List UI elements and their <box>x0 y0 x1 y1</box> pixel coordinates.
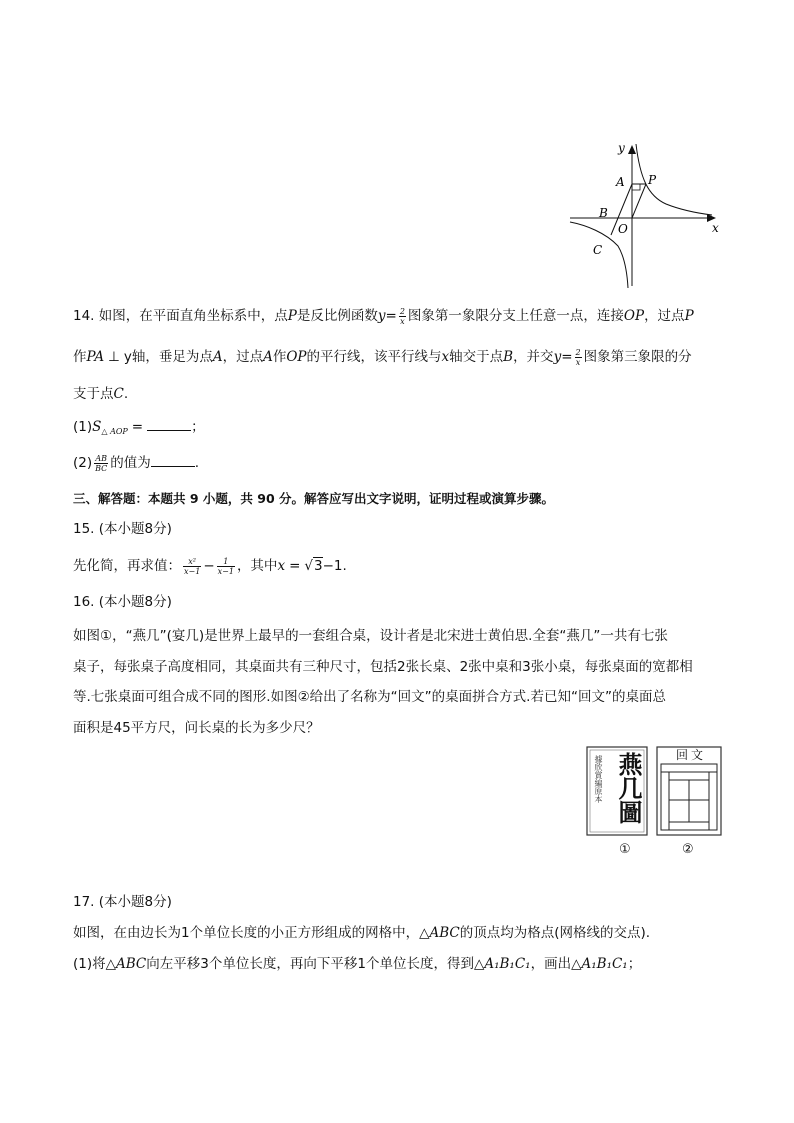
sub-number: (2) <box>73 455 93 471</box>
q14-text: 的值为 <box>110 455 151 471</box>
var-p: P <box>684 308 694 324</box>
triangle-symbol: △ <box>419 925 430 941</box>
answer-blank[interactable] <box>147 416 191 431</box>
fig1-side-text: 據欣賞編原本 <box>594 755 603 803</box>
var-abc: ABC <box>116 956 147 972</box>
fraction-x2-over-x-1 <box>183 557 201 576</box>
q16-line3: 等.七张桌面可组合成不同的图形.如图②给出了名称为“回文”的桌面拼合方式.若已知“回文”的桌面总 <box>73 689 666 705</box>
frac-den: x−1 <box>217 566 234 576</box>
q14-text: 作 <box>272 349 287 365</box>
var-a: A <box>263 349 273 365</box>
q17-text: ，画出 <box>530 956 572 972</box>
var-x: x <box>277 558 286 574</box>
q15-header: 15. (本小题8分) <box>73 521 172 537</box>
q17-text: 的顶点均为格点(网格线的交点). <box>459 925 651 941</box>
q14-sub2 <box>73 452 199 473</box>
point-c-label: C <box>593 243 603 257</box>
fig2-title: 回文 <box>676 748 707 762</box>
radicand: 3 <box>313 558 323 574</box>
frac-num: 1 <box>217 557 235 567</box>
hyperbola-figure <box>566 138 726 290</box>
q14-line3 <box>73 384 128 404</box>
point-o-label: O <box>618 222 628 236</box>
var-a: A <box>212 349 223 365</box>
fraction-2-over-x <box>399 307 406 326</box>
fig2-label: ② <box>682 842 694 857</box>
var-b: B <box>503 349 514 365</box>
q17-line2 <box>73 954 641 974</box>
frac-den: BC <box>95 463 108 473</box>
q14-line1 <box>73 306 694 326</box>
point-p-label: P <box>648 173 657 187</box>
var-s: S <box>92 419 102 435</box>
frac-den: x <box>575 357 581 367</box>
point-a-label: A <box>616 175 625 189</box>
q16-line1: 如图①，“燕几”(宴几)是世界上最早的一套组合桌，设计者是北宋进士黄伯思.全套“燕几”一共有七张 <box>73 628 668 644</box>
var-op: OP <box>286 349 307 365</box>
fraction-ab-over-bc <box>94 454 108 473</box>
point-b-label: B <box>599 206 608 220</box>
fraction-2-over-x <box>575 348 582 367</box>
frac-den: x <box>400 316 405 326</box>
equals: = <box>289 558 301 574</box>
q15-text: ，其中 <box>236 558 278 574</box>
q14-text: 轴交于点 <box>449 349 504 365</box>
frac-num: AB <box>95 453 108 463</box>
q15-text: 先化简，再求值： <box>73 558 181 574</box>
q14-text: ，过点 <box>222 349 264 365</box>
triangle-symbol: △ <box>105 956 117 972</box>
var-pa: PA <box>86 349 105 365</box>
var-op: OP <box>623 308 645 324</box>
q14-text: ，并交 <box>513 349 554 365</box>
triangle-symbol: △ <box>473 956 485 972</box>
q17-text: 如图，在由边长为1个单位长度的小正方形组成的网格中， <box>73 925 420 941</box>
q17-header: 17. (本小题8分) <box>73 894 172 910</box>
frac-den: x−1 <box>184 566 201 576</box>
q16-header: 16. (本小题8分) <box>73 594 172 610</box>
fig1-title: 燕几圖 <box>614 752 643 824</box>
var-a1b1c1: A₁B₁C₁ <box>484 956 531 972</box>
minus-sign: − <box>203 558 215 574</box>
q14-text: . <box>194 455 200 471</box>
var-c: C <box>113 386 124 402</box>
var-p: P <box>287 308 297 324</box>
q17-line1 <box>73 923 650 943</box>
var-a1b1c1: A₁B₁C₁ <box>581 956 628 972</box>
equals: = <box>131 419 144 435</box>
q14-text: 是反比例函数 <box>296 308 378 324</box>
q14-line2 <box>73 347 692 367</box>
q14-text: y轴，垂足为点 <box>123 349 213 365</box>
q14-text: 图象第三象限的分 <box>583 349 692 365</box>
q14-text: 14. 如图，在平面直角坐标系中，点 <box>73 308 288 324</box>
q15-body <box>73 556 347 576</box>
fraction-1-over-x-1 <box>217 557 235 576</box>
var-y: y <box>553 349 562 365</box>
q14-text: 作 <box>73 349 87 365</box>
q14-text: ； <box>191 419 205 435</box>
q14-text: 的平行线，该平行线与 <box>306 349 442 365</box>
frac-num: 2 <box>399 306 405 316</box>
q14-text: 图象第一象限分支上任意一点，连接 <box>407 308 624 324</box>
var-abc: ABC <box>429 925 460 941</box>
q14-sub1 <box>73 416 205 442</box>
q17-text: (1)将 <box>73 956 106 972</box>
q15-text: −1. <box>322 558 347 574</box>
var-y: y <box>377 308 386 324</box>
var-x: x <box>441 349 450 365</box>
perp-symbol: ⊥ <box>108 349 120 365</box>
q14-text: . <box>123 386 129 402</box>
sub-number: (1) <box>73 419 93 435</box>
q16-line2: 桌子，每张桌子高度相同，其桌面共有三种尺寸，包括2张长桌、2张中桌和3张小桌，每张桌面的宽都相 <box>73 659 693 675</box>
fig1-label: ① <box>619 842 631 857</box>
frac-num: 2 <box>575 347 581 357</box>
subscript: △ AOP <box>101 427 128 436</box>
y-axis-label: y <box>618 141 625 155</box>
section-heading: 三、解答题：本题共 9 小题，共 90 分。解答应写出文字说明，证明过程或演算步骤。 <box>73 491 555 506</box>
q16-line4: 面积是45平方尺，问长桌的长为多少尺？ <box>73 720 320 736</box>
x-axis-label: x <box>712 221 719 235</box>
answer-blank[interactable] <box>151 452 195 467</box>
frac-num: x² <box>183 557 201 567</box>
sqrt-symbol: √ <box>304 558 313 574</box>
equals: = <box>385 308 397 324</box>
equals: = <box>561 349 573 365</box>
q14-text: ，过点 <box>644 308 685 324</box>
triangle-symbol: △ <box>571 956 582 972</box>
q14-text: 支于点 <box>73 386 114 402</box>
q17-text: ； <box>627 956 642 972</box>
q17-text: 向左平移3个单位长度，再向下平移1个单位长度，得到 <box>146 956 474 972</box>
